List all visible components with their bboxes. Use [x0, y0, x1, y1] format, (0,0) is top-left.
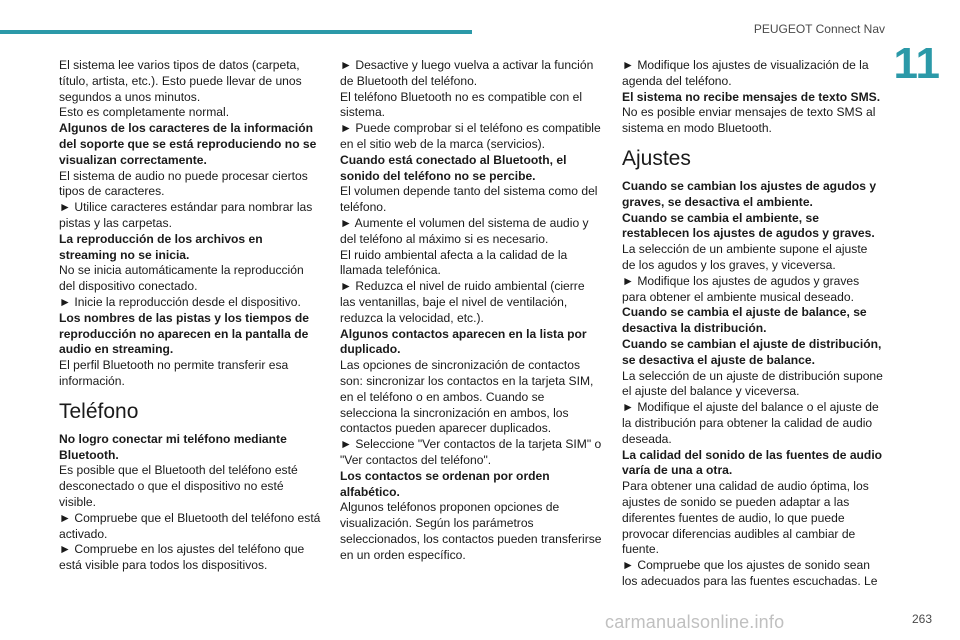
paragraph: No logro conectar mi teléfono mediante Bluetooth. [59, 431, 287, 462]
paragraph: El perfil Bluetooth no permite transferir esa información. [59, 358, 289, 388]
header-accent-bar [0, 30, 472, 34]
section-heading-telefono: Teléfono [59, 399, 139, 423]
paragraph: Esto es completamente normal. [59, 105, 230, 120]
paragraph: El teléfono Bluetooth no es compatible con el sistema. [340, 89, 583, 120]
watermark: carmanualsonline.info [605, 612, 785, 632]
paragraph: El sistema de audio no puede procesar ciertos tipos de caracteres. [59, 168, 308, 199]
paragraph: Los nombres de las pistas y los tiempos de reproducción no aparecen en la pantalla de audio en streaming. [59, 310, 310, 357]
paragraph: ► Puede comprobar si el teléfono es compatible en el sitio web de la marca (servicios). [340, 121, 601, 151]
paragraph: ► Compruebe que el Bluetooth del teléfono está activado. [59, 510, 321, 541]
paragraph: ► Compruebe en los ajustes del teléfono que está visible para todos los dispositivos. [59, 542, 305, 573]
paragraph: La reproducción de los archivos en streaming no se inicia. [59, 231, 263, 262]
page-number: 263 [911, 612, 932, 626]
paragraph: Es posible que el Bluetooth del teléfono esté desconectado o que el dispositivo no esté visible. [59, 463, 298, 509]
paragraph: No es posible enviar mensajes de texto SMS al sistema en modo Bluetooth. [622, 105, 876, 136]
column-2 [340, 58, 602, 564]
paragraph: ► Seleccione "Ver contactos de la tarjeta SIM" o "Ver contactos del teléfono". [340, 437, 602, 467]
column-3-paragraphs [622, 58, 884, 137]
column-3-paragraphs-b [622, 179, 884, 590]
paragraph: ► Aumente el volumen del sistema de audio y del teléfono al máximo si es necesario. [340, 215, 589, 246]
paragraph: ► Modifique el ajuste del balance o el ajuste de la distribución para obtener la calidad de audio deseada. [622, 400, 879, 446]
paragraph: La selección de un ambiente supone el ajuste de los agudos y los graves, y viceversa. [622, 242, 868, 272]
paragraph: ► Utilice caracteres estándar para nombrar las pistas y las carpetas. [59, 200, 313, 230]
paragraph: Cuando se cambia el ambiente, se restablecen los ajustes de agudos y graves. [622, 210, 875, 241]
paragraph: ► Desactive y luego vuelva a activar la función de Bluetooth del teléfono. [340, 58, 594, 88]
paragraph: La selección de un ajuste de distribución supone el ajuste del balance y viceversa. [622, 368, 883, 399]
paragraph: Algunos teléfonos proponen opciones de visualización. Según los parámetros seleccionados, los contactos pueden transferirse en un orden específico. [340, 500, 602, 562]
paragraph: ► Compruebe que los ajustes de sonido sean los adecuados para las fuentes escuchadas. Le [622, 558, 878, 588]
paragraph: ► Modifique los ajustes de visualización de la agenda del teléfono. [622, 58, 869, 88]
paragraph: Cuando está conectado al Bluetooth, el sonido del teléfono no se percibe. [340, 152, 567, 183]
paragraph: Los contactos se ordenan por orden alfabético. [340, 468, 550, 499]
paragraph: El sistema no recibe mensajes de texto SMS. [622, 89, 881, 104]
section-heading-ajustes: Ajustes [622, 146, 691, 170]
paragraph: ► Inicie la reproducción desde el dispositivo. [59, 294, 301, 309]
paragraph: Cuando se cambian los ajustes de agudos y graves, se desactiva el ambiente. [622, 178, 877, 209]
paragraph: No se inicia automáticamente la reproducción del dispositivo conectado. [59, 263, 304, 294]
paragraph: El sistema lee varios tipos de datos (carpeta, título, artista, etc.). Esto puede llevar de unos segundos a unos minutos. [59, 58, 302, 104]
paragraph: El ruido ambiental afecta a la calidad de la llamada telefónica. [340, 247, 568, 278]
chapter-number: 11 [893, 39, 940, 88]
paragraph: Cuando se cambia el ajuste de balance, se desactiva la distribución. [622, 305, 867, 336]
column-2-paragraphs [340, 58, 602, 564]
column-1 [59, 58, 321, 574]
column-3 [622, 58, 884, 590]
column-1-paragraphs-b [59, 432, 321, 574]
paragraph: Algunos contactos aparecen en la lista por duplicado. [340, 326, 587, 357]
paragraph: Cuando se cambian el ajuste de distribución, se desactiva el ajuste de balance. [622, 336, 882, 367]
paragraph: Algunos de los caracteres de la información del soporte que se está reproduciendo no se visualizan correctamente. [59, 121, 317, 167]
paragraph: Las opciones de sincronización de contactos son: sincronizar los contactos en la tarjeta SIM, en el teléfono o en ambos. Cuando se selecciona la sincronización en ambos, los contactos pueden aparecer duplicados. [340, 358, 594, 436]
paragraph: ► Reduzca el nivel de ruido ambiental (cierre las ventanillas, baje el nivel de ventilación, reduzca la velocidad, etc.). [340, 279, 585, 325]
paragraph: Para obtener una calidad de audio óptima, los ajustes de sonido se pueden adaptar a las diferentes fuentes de audio, lo que puede provocar diferencias audibles al cambiar de fuente. [622, 479, 869, 557]
header-title: PEUGEOT Connect Nav [753, 22, 885, 36]
paragraph: ► Modifique los ajustes de agudos y graves para obtener el ambiente musical deseado. [622, 273, 860, 304]
column-1-paragraphs [59, 58, 321, 390]
paragraph: La calidad del sonido de las fuentes de audio varía de una a otra. [622, 447, 883, 478]
paragraph: El volumen depende tanto del sistema como del teléfono. [340, 184, 598, 215]
